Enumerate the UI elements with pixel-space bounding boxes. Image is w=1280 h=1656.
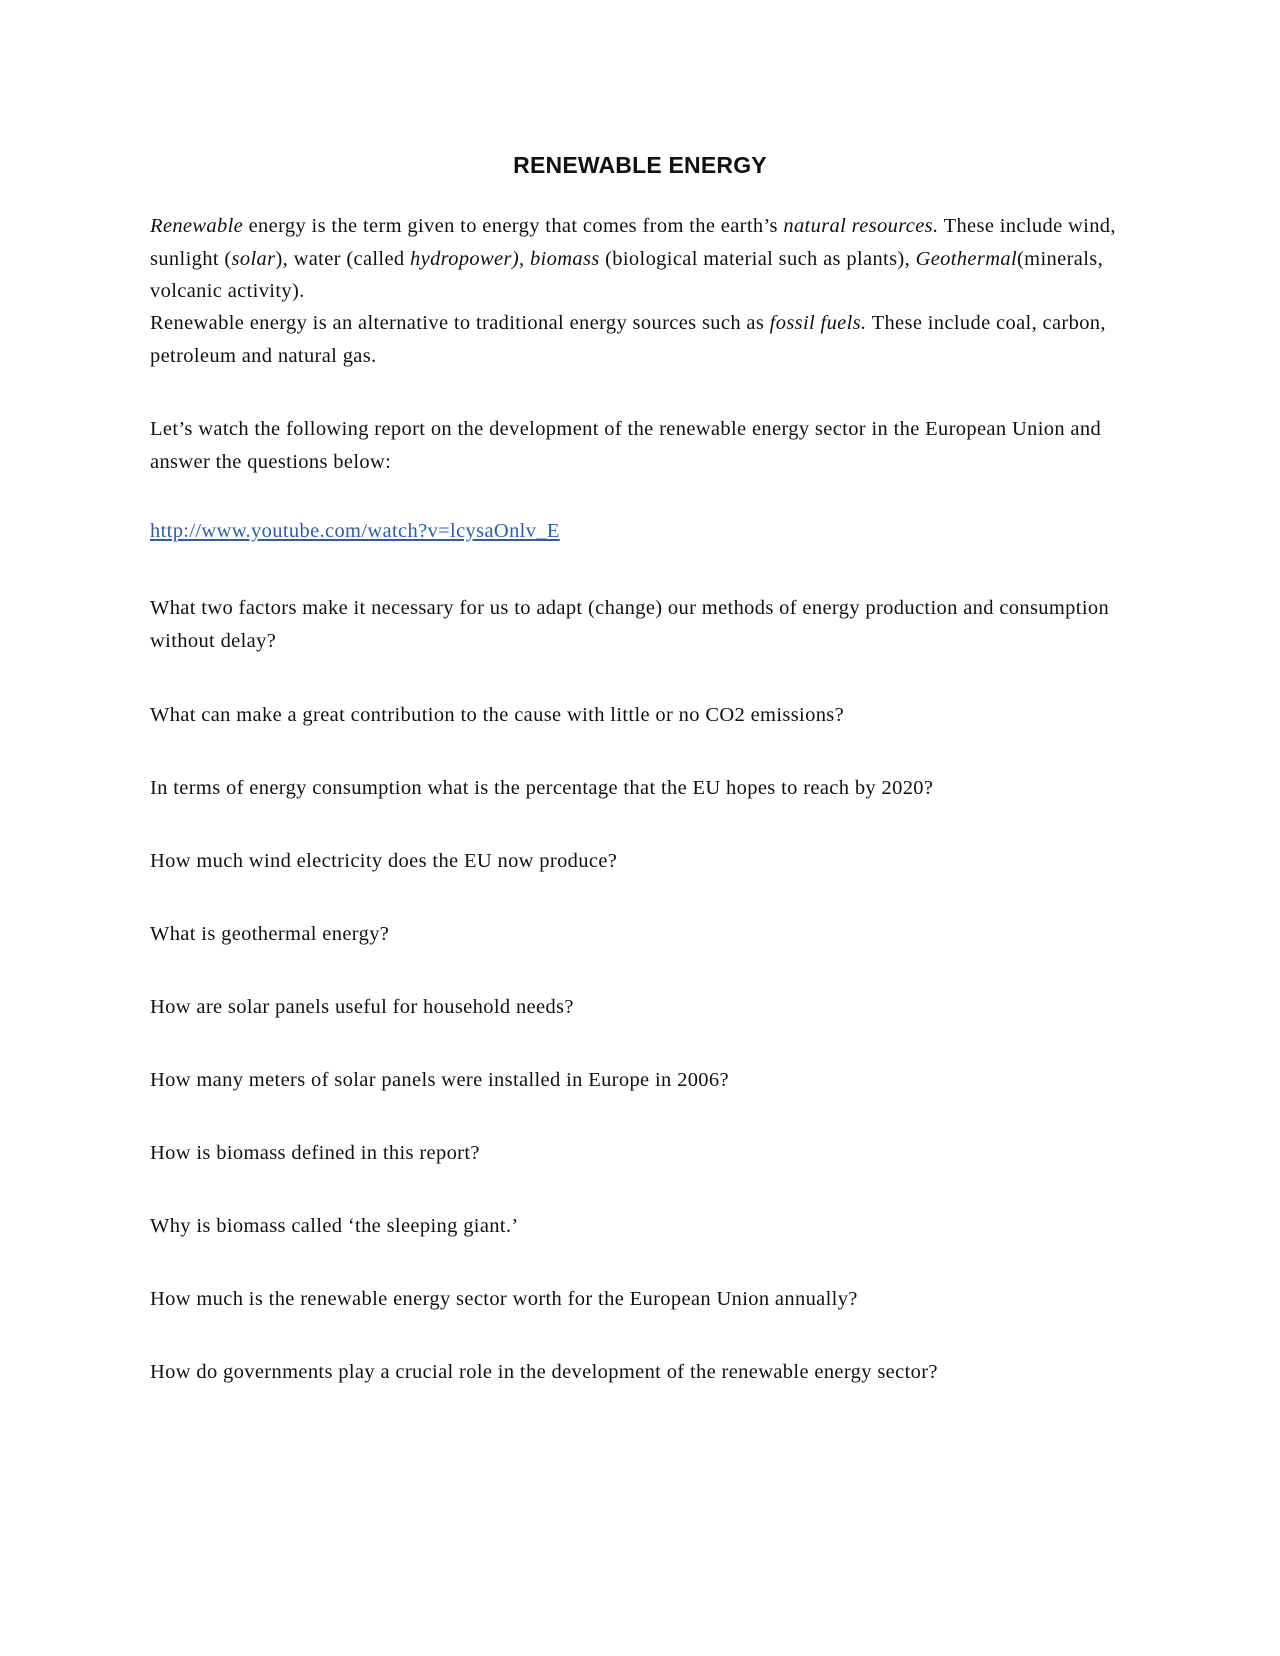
intro-natural-resources-term: natural resources. bbox=[783, 215, 939, 237]
intro2-text-1: Renewable energy is an alternative to traditional energy sources such as bbox=[150, 312, 770, 334]
question-item: What is geothermal energy? bbox=[150, 923, 390, 945]
intro-solar-term: solar bbox=[231, 247, 276, 270]
question-item: What two factors make it necessary for us to adapt (change) our methods of energy production and consumption without delay? bbox=[150, 597, 1110, 652]
intro-hydropower-biomass-term: hydropower), biomass bbox=[410, 247, 600, 270]
question-item: How much is the renewable energy sector worth for the European Union annually? bbox=[150, 1288, 858, 1310]
question-item: How many meters of solar panels were installed in Europe in 2006? bbox=[150, 1069, 729, 1091]
intro-text-3: ), water (called bbox=[275, 247, 411, 270]
watch-instructions: Let’s watch the following report on the development of the renewable energy sector in the European Union and answer the questions below: bbox=[150, 418, 1102, 473]
youtube-link[interactable]: http://www.youtube.com/watch?v=lcysaOnlv_E bbox=[150, 520, 560, 542]
fossil-fuels-term: fossil fuels. bbox=[769, 312, 867, 334]
intro-text-2: These include wind, sunlight ( bbox=[150, 215, 1116, 270]
intro-text-5: (minerals, volcanic activity). bbox=[150, 247, 1104, 302]
fossil-fuels-paragraph bbox=[150, 307, 1130, 372]
intro-paragraph bbox=[150, 210, 1130, 308]
question-item: How is biomass defined in this report? bbox=[150, 1142, 480, 1164]
document-title: RENEWABLE ENERGY bbox=[513, 152, 767, 178]
intro2-text-2: These include coal, carbon, petroleum and natural gas. bbox=[150, 312, 1106, 367]
question-item: How are solar panels useful for household needs? bbox=[150, 996, 574, 1018]
intro-text-1: energy is the term given to energy that comes from the earth’s bbox=[243, 215, 784, 237]
question-item: In terms of energy consumption what is the percentage that the EU hopes to reach by 2020? bbox=[150, 777, 934, 799]
question-item: What can make a great contribution to the cause with little or no CO2 emissions? bbox=[150, 704, 845, 726]
intro-text-4: (biological material such as plants), bbox=[599, 247, 916, 270]
intro-renewable-term: Renewable bbox=[150, 215, 244, 237]
question-item: How much wind electricity does the EU now produce? bbox=[150, 850, 618, 872]
question-item: How do governments play a crucial role in the development of the renewable energy sector? bbox=[150, 1361, 938, 1383]
question-item: Why is biomass called ‘the sleeping giant.’ bbox=[150, 1215, 519, 1237]
intro-geothermal-term: Geothermal bbox=[915, 247, 1017, 270]
